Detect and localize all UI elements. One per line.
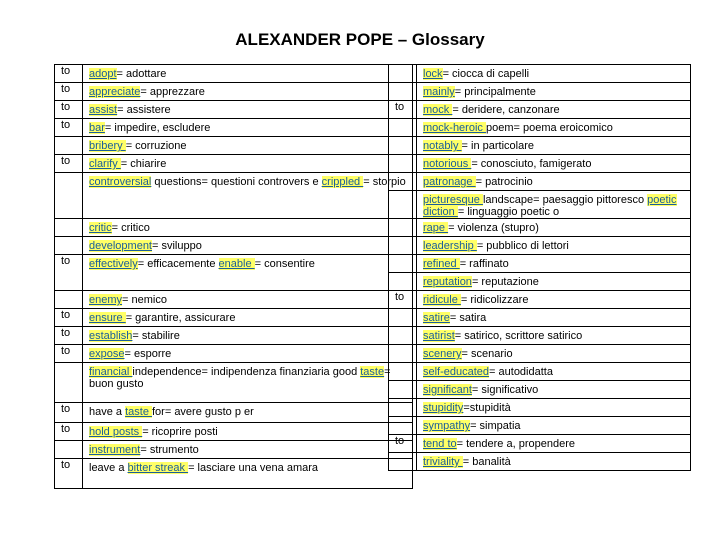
- glossary-term: bitter streak: [127, 462, 189, 474]
- glossary-term: ridicule: [423, 294, 461, 306]
- glossary-entry: [417, 191, 691, 219]
- glossary-definition: = raffinato: [459, 258, 509, 270]
- glossary-term: triviality: [423, 456, 463, 468]
- glossary-entry: [417, 381, 691, 399]
- glossary-row: [55, 101, 413, 119]
- to-prefix: [389, 119, 417, 137]
- glossary-definition: = esporre: [124, 348, 172, 360]
- glossary-entry: [417, 345, 691, 363]
- glossary-definition: landscape= paesaggio pittoresco: [482, 194, 648, 206]
- glossary-term: establish: [89, 330, 133, 342]
- glossary-definition: = ricoprire posti: [142, 426, 218, 438]
- to-prefix: [389, 381, 417, 399]
- glossary-definition: independence= indipendenza finanziaria good: [132, 366, 361, 378]
- glossary-definition: = garantire, assicurare: [125, 312, 236, 324]
- glossary-term: mock: [423, 104, 453, 116]
- glossary-row: [55, 173, 413, 219]
- glossary-term: reputation: [423, 276, 472, 288]
- to-prefix: [55, 441, 83, 459]
- glossary-term: sympathy: [423, 420, 471, 432]
- glossary-definition: = significativo: [471, 384, 539, 396]
- glossary-term: scenery: [423, 348, 462, 360]
- glossary-definition: = conosciuto, famigerato: [471, 158, 592, 170]
- glossary-entry: [417, 65, 691, 83]
- glossary-definition: = lasciare una vena amara: [188, 462, 318, 474]
- glossary-entry: [417, 291, 691, 309]
- glossary-row: [55, 291, 413, 309]
- to-prefix: to: [55, 83, 83, 101]
- glossary-term: refined: [423, 258, 460, 270]
- to-prefix: [389, 155, 417, 173]
- to-prefix: [389, 417, 417, 435]
- to-prefix: to: [55, 345, 83, 363]
- to-prefix: [389, 65, 417, 83]
- glossary-definition: leave a: [89, 462, 128, 474]
- glossary-definition: = ciocca di capelli: [442, 68, 530, 80]
- glossary-row: [389, 309, 691, 327]
- glossary-row: [55, 255, 413, 291]
- glossary-entry: [83, 173, 413, 219]
- glossary-term: expose: [89, 348, 125, 360]
- glossary-row: [389, 273, 691, 291]
- glossary-definition: = corruzione: [125, 140, 187, 152]
- to-prefix: [55, 173, 83, 219]
- glossary-term: satire: [423, 312, 450, 324]
- to-prefix: to: [55, 155, 83, 173]
- glossary-row: [55, 423, 413, 441]
- glossary-row: [55, 309, 413, 327]
- glossary-term: hold posts: [89, 426, 143, 438]
- glossary-term: leadership: [423, 240, 477, 252]
- to-prefix: [389, 273, 417, 291]
- glossary-row: [389, 417, 691, 435]
- glossary-definition: = autodidatta: [489, 366, 553, 378]
- glossary-term: adopt: [89, 68, 117, 80]
- to-prefix: [55, 219, 83, 237]
- glossary-term: taste: [125, 406, 152, 418]
- glossary-term: ensure: [89, 312, 126, 324]
- glossary-entry: [417, 83, 691, 101]
- glossary-definition: = apprezzare: [140, 86, 205, 98]
- glossary-entry: [83, 101, 413, 119]
- glossary-entry: [417, 137, 691, 155]
- glossary-entry: [417, 309, 691, 327]
- glossary-entry: [83, 459, 413, 489]
- glossary-term: notably: [423, 140, 462, 152]
- glossary-definition: poem= poema eroicomico: [485, 122, 613, 134]
- glossary-term: clarify: [89, 158, 121, 170]
- glossary-term: effectively: [89, 258, 138, 270]
- to-prefix: [55, 237, 83, 255]
- glossary-definition: = reputazione: [471, 276, 539, 288]
- to-prefix: [389, 345, 417, 363]
- glossary-term: significant: [423, 384, 472, 396]
- glossary-row: [389, 291, 691, 309]
- glossary-definition: = pubblico di lettori: [476, 240, 569, 252]
- glossary-entry: [83, 403, 413, 423]
- glossary-term: taste: [360, 366, 385, 378]
- glossary-entry: [417, 273, 691, 291]
- glossary-row: [55, 119, 413, 137]
- glossary-definition: = chiarire: [120, 158, 167, 170]
- glossary-table-right: [388, 64, 691, 471]
- glossary-entry: [417, 327, 691, 345]
- to-prefix: to: [55, 423, 83, 441]
- glossary-entry: [417, 363, 691, 381]
- glossary-row: [55, 237, 413, 255]
- glossary-entry: [417, 417, 691, 435]
- glossary-definition: have a: [89, 406, 126, 418]
- glossary-definition: =stupidità: [463, 402, 511, 414]
- glossary-term: enable: [218, 258, 255, 270]
- glossary-row: [389, 327, 691, 345]
- glossary-definition: = principalmente: [454, 86, 536, 98]
- glossary-term: crippled: [321, 176, 364, 188]
- glossary-term: mock-heroic: [423, 122, 486, 134]
- glossary-definition: = storpio: [363, 176, 406, 188]
- glossary-row: [55, 155, 413, 173]
- glossary-entry: [83, 363, 413, 403]
- glossary-entry: [83, 441, 413, 459]
- to-prefix: to: [55, 327, 83, 345]
- glossary-row: [55, 403, 413, 423]
- glossary-row: [55, 327, 413, 345]
- to-prefix: to: [389, 435, 417, 453]
- glossary-definition: = stabilire: [132, 330, 180, 342]
- glossary-entry: [417, 155, 691, 173]
- to-prefix: [55, 291, 83, 309]
- glossary-row: [389, 191, 691, 219]
- to-prefix: to: [389, 291, 417, 309]
- glossary-definition: = critico: [111, 222, 150, 234]
- glossary-definition: = consentire: [254, 258, 315, 270]
- to-prefix: to: [55, 309, 83, 327]
- glossary-term: rape: [423, 222, 449, 234]
- glossary-term: bar: [89, 122, 105, 134]
- glossary-entry: [417, 255, 691, 273]
- glossary-definition: = scenario: [461, 348, 513, 360]
- glossary-term: development: [89, 240, 152, 252]
- to-prefix: to: [55, 65, 83, 83]
- glossary-term: critic: [89, 222, 112, 234]
- to-prefix: to: [55, 403, 83, 423]
- glossary-row: [55, 219, 413, 237]
- glossary-term: tend to: [423, 438, 457, 450]
- glossary-definition: = sviluppo: [152, 240, 202, 252]
- glossary-row: [389, 381, 691, 399]
- glossary-row: [389, 219, 691, 237]
- glossary-term: mainly: [423, 86, 455, 98]
- glossary-entry: [83, 237, 413, 255]
- glossary-definition: questions= questioni controvers e: [151, 176, 322, 188]
- glossary-row: [389, 363, 691, 381]
- glossary-entry: [83, 291, 413, 309]
- glossary-definition: = simpatia: [470, 420, 521, 432]
- glossary-definition: = efficacemente: [137, 258, 219, 270]
- glossary-definition: = adottare: [116, 68, 167, 80]
- glossary-row: [389, 155, 691, 173]
- glossary-term: stupidity: [423, 402, 464, 414]
- glossary-entry: [417, 435, 691, 453]
- glossary-row: [389, 83, 691, 101]
- glossary-row: [389, 345, 691, 363]
- glossary-definition: = nemico: [122, 294, 167, 306]
- glossary-entry: [417, 219, 691, 237]
- glossary-entry: [83, 219, 413, 237]
- glossary-entry: [417, 101, 691, 119]
- to-prefix: [389, 219, 417, 237]
- to-prefix: to: [55, 101, 83, 119]
- glossary-entry: [417, 119, 691, 137]
- glossary-entry: [83, 255, 413, 291]
- to-prefix: [389, 255, 417, 273]
- glossary-row: [389, 453, 691, 471]
- glossary-entry: [417, 237, 691, 255]
- glossary-row: [55, 459, 413, 489]
- glossary-entry: [83, 423, 413, 441]
- glossary-term: patronage: [423, 176, 476, 188]
- to-prefix: [389, 309, 417, 327]
- to-prefix: [389, 191, 417, 219]
- glossary-definition: = deridere, canzonare: [452, 104, 560, 116]
- to-prefix: [389, 137, 417, 155]
- glossary-row: [389, 435, 691, 453]
- to-prefix: to: [55, 119, 83, 137]
- glossary-entry: [83, 345, 413, 363]
- glossary-term: enemy: [89, 294, 123, 306]
- glossary-definition: for= avere gusto p er: [152, 406, 254, 418]
- glossary-row: [55, 441, 413, 459]
- glossary-definition: = linguaggio poetic o: [457, 206, 560, 218]
- glossary-definition: = strumento: [140, 444, 199, 456]
- glossary-term: poetic diction: [423, 194, 677, 218]
- glossary-term: financial: [89, 366, 133, 378]
- glossary-definition: = violenza (stupro): [448, 222, 539, 234]
- glossary-row: [55, 345, 413, 363]
- glossary-table-left: [54, 64, 413, 489]
- glossary-definition: = buon gusto: [89, 366, 391, 390]
- glossary-row: [389, 65, 691, 83]
- glossary-row: [389, 399, 691, 417]
- page-title: ALEXANDER POPE – Glossary: [235, 30, 485, 49]
- glossary-entry: [417, 173, 691, 191]
- glossary-definition: = in particolare: [461, 140, 534, 152]
- glossary-term: bribery: [89, 140, 126, 152]
- glossary-entry: [83, 137, 413, 155]
- glossary-definition: = patrocinio: [475, 176, 533, 188]
- to-prefix: [389, 363, 417, 381]
- glossary-row: [55, 65, 413, 83]
- to-prefix: to: [55, 255, 83, 291]
- to-prefix: [389, 237, 417, 255]
- to-prefix: [55, 363, 83, 403]
- to-prefix: [55, 137, 83, 155]
- glossary-row: [55, 363, 413, 403]
- glossary-term: controversial: [89, 176, 152, 188]
- to-prefix: to: [55, 459, 83, 489]
- glossary-definition: = tendere a, propendere: [456, 438, 575, 450]
- glossary-definition: = impedire, escludere: [104, 122, 211, 134]
- glossary-entry: [83, 83, 413, 101]
- glossary-row: [55, 83, 413, 101]
- glossary-entry: [83, 327, 413, 345]
- glossary-row: [389, 101, 691, 119]
- to-prefix: [389, 453, 417, 471]
- glossary-term: notorious: [423, 158, 472, 170]
- glossary-term: assist: [89, 104, 118, 116]
- glossary-term: self-educated: [423, 366, 490, 378]
- glossary-entry: [83, 65, 413, 83]
- to-prefix: to: [389, 101, 417, 119]
- glossary-row: [55, 137, 413, 155]
- glossary-row: [389, 237, 691, 255]
- to-prefix: [389, 173, 417, 191]
- glossary-definition: = assistere: [117, 104, 171, 116]
- to-prefix: [389, 327, 417, 345]
- glossary-term: picturesque: [423, 194, 483, 206]
- glossary-term: appreciate: [89, 86, 141, 98]
- glossary-row: [389, 255, 691, 273]
- glossary-entry: [417, 399, 691, 417]
- glossary-term: instrument: [89, 444, 141, 456]
- glossary-row: [389, 137, 691, 155]
- glossary-term: lock: [423, 68, 443, 80]
- glossary-definition: = satira: [449, 312, 487, 324]
- to-prefix: [389, 83, 417, 101]
- glossary-row: [389, 173, 691, 191]
- glossary-term: satirist: [423, 330, 455, 342]
- glossary-definition: = banalità: [462, 456, 511, 468]
- glossary-definition: = ridicolizzare: [460, 294, 529, 306]
- glossary-definition: = satirico, scrittore satirico: [454, 330, 583, 342]
- glossary-entry: [83, 309, 413, 327]
- glossary-row: [389, 119, 691, 137]
- glossary-entry: [83, 155, 413, 173]
- glossary-entry: [83, 119, 413, 137]
- to-prefix: [389, 399, 417, 417]
- glossary-entry: [417, 453, 691, 471]
